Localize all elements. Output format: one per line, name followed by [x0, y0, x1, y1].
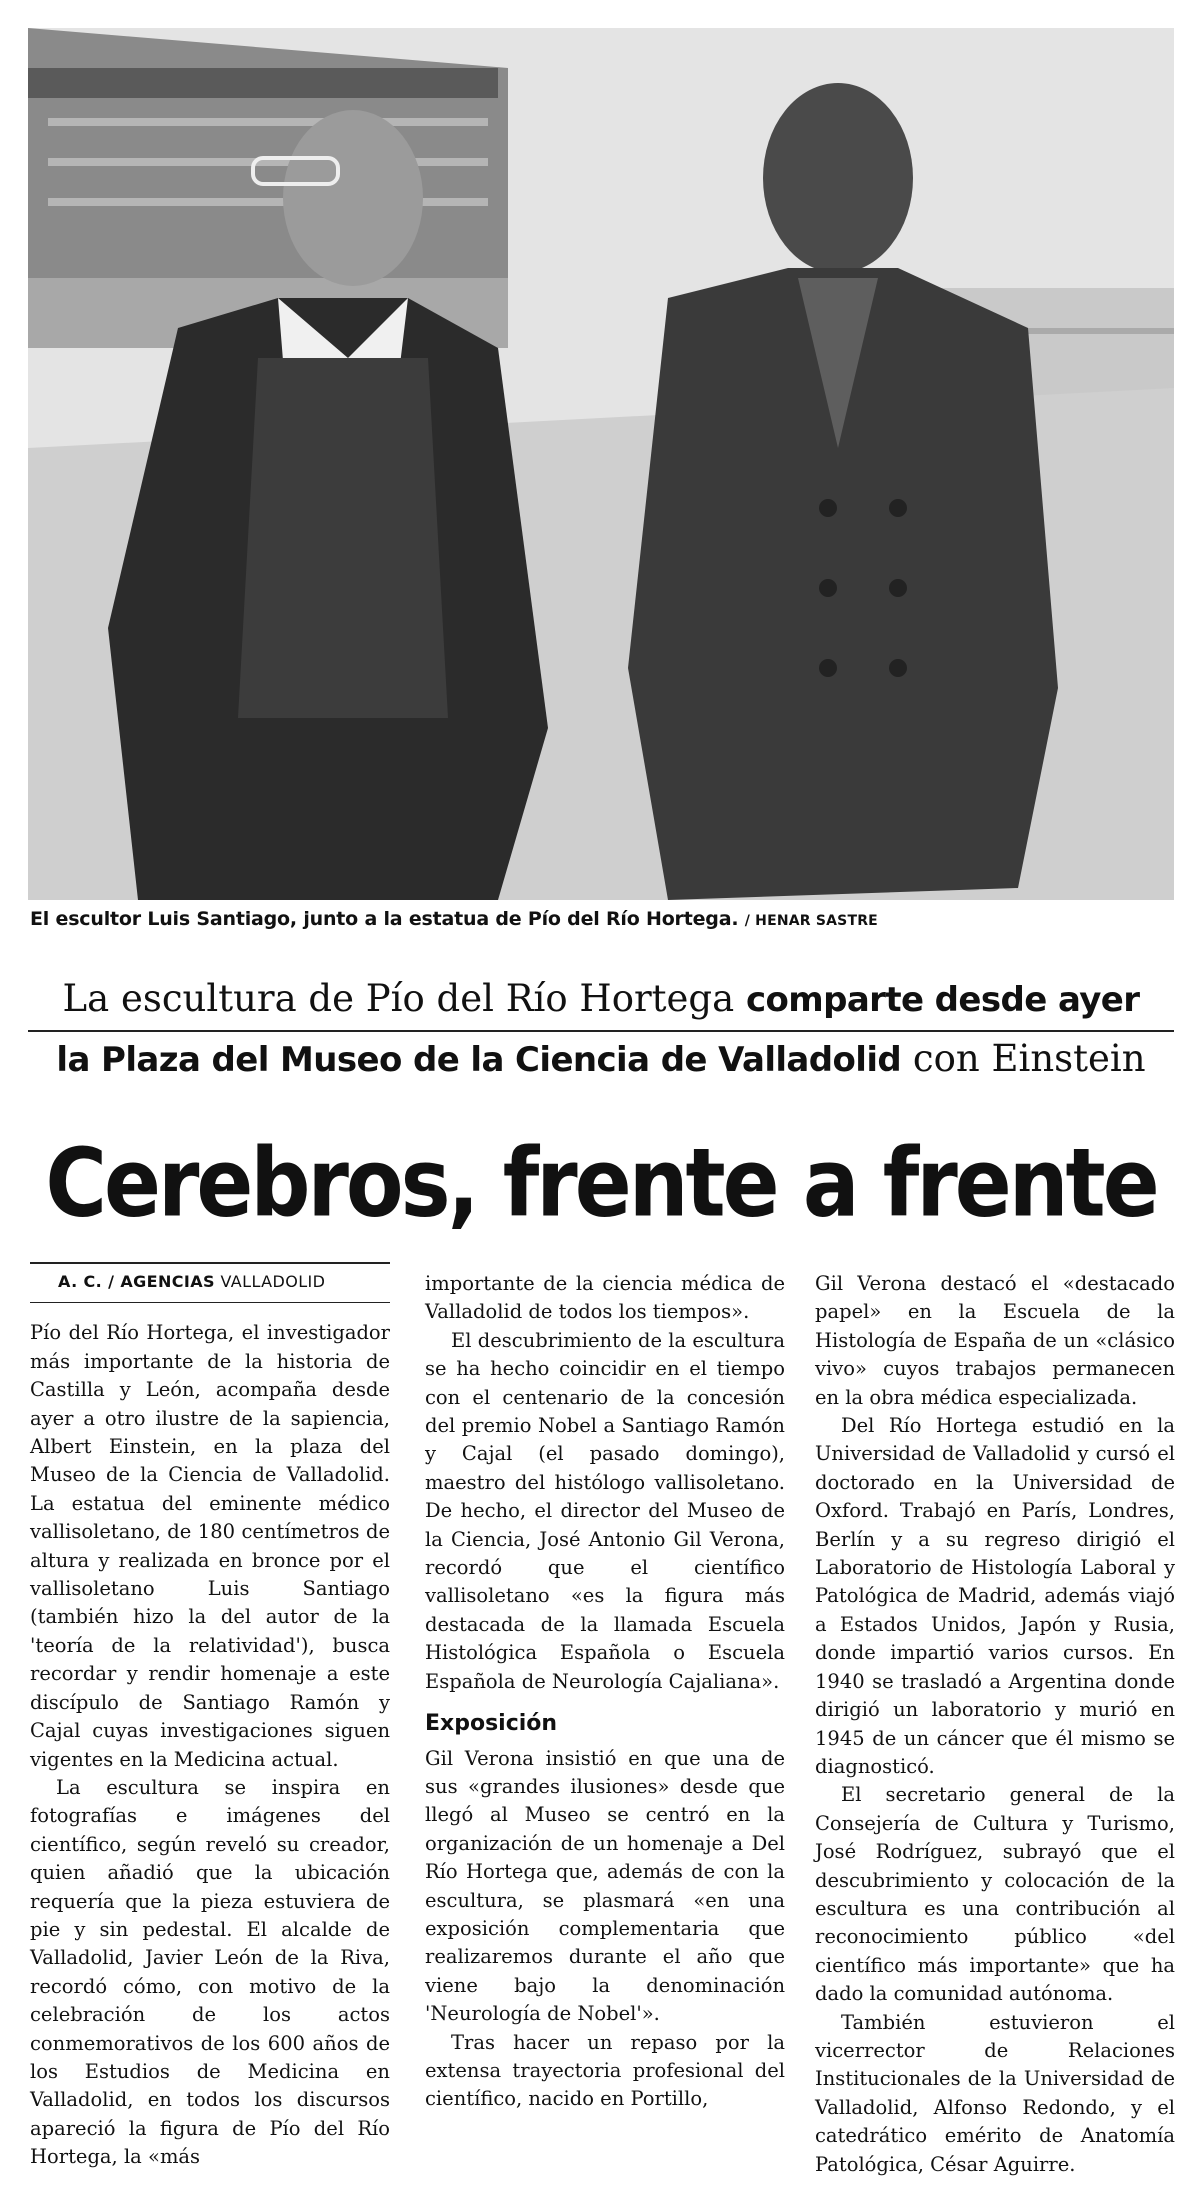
kicker-divider [28, 1030, 1174, 1032]
news-photo [28, 28, 1174, 900]
kicker-line-2-normal: con Einstein [901, 1037, 1146, 1080]
paragraph: Gil Verona insistió en que una de sus «grandes ilusiones» desde que llegó al Museo se centró en la organización de un homenaje a Del Río Hortega que, además de con la escultura, se plasmará «en una exposición complementaria que realizaremos durante el año que viene bajo la denominación 'Neurología de Nobel'». [425, 1746, 785, 2026]
paragraph: Pío del Río Hortega, el investigador más importante de la historia de Castilla y León, acompaña desde ayer a otro ilustre de la sapiencia, Albert Einstein, en la plaza del Museo de la Ciencia de Valladolid. La estatua del eminente médico vallisoletano, de 180 centímetros de altura y realizada en bronce por el vallisoletano Luis Santiago (también hizo la del autor de la 'teoría de la relatividad'), busca recordar y rendir homenaje a este discípulo de Santiago Ramón y Cajal cuyas investigaciones siguen vigentes en la Medicina actual. [30, 1321, 390, 1771]
kicker-line-2-bold: la Plaza del Museo de la Ciencia de Valladolid [56, 1040, 902, 1080]
photo-illustration [28, 28, 1174, 900]
paragraph: La escultura se inspira en fotografías e imágenes del científico, según reveló su creador, quien añadió que la ubicación requería que la pieza estuviera de pie y sin pedestal. El alcalde de Valladolid, Javier León de la Riva, recordó cómo, con motivo de la celebración de los actos conmemorativos de los 600 años de los Estudios de Medicina en Valladolid, en todos los discursos apareció la figura de Pío del Río Hortega, la «más [30, 1775, 390, 2169]
paragraph: Del Río Hortega estudió en la Universidad de Valladolid y cursó el doctorado en la Universidad de Oxford. Trabajó en París, Londres, Berlín y a su regreso dirigió el Laboratorio de Histología Laboral y Patológica de Madrid, además viajó a Estados Unidos, Japón y Rusia, donde impartió varios cursos. En 1940 se trasladó a Argentina donde dirigió un laboratorio y murió en 1945 de un cáncer que él mismo se diagnosticó. [815, 1414, 1175, 1778]
photo-caption [30, 908, 1170, 930]
paragraph: También estuvieron el vicerrector de Relaciones Institucionales de la Universidad de Valladolid, Alfonso Redondo, y el catedrático emérito de Anatomía Patológica, César Aguirre. [815, 2010, 1175, 2176]
paragraph: importante de la ciencia médica de Valladolid de todos los tiempos». [425, 1272, 785, 1324]
caption-text: El escultor Luis Santiago, junto a la estatua de Pío del Río Hortega. [30, 908, 739, 930]
kicker-line-1-normal: La escultura de Pío del Río Hortega [62, 977, 746, 1020]
paragraph: Tras hacer un repaso por la extensa trayectoria profesional del científico, nacido en Portillo, [425, 2030, 785, 2111]
kicker-line-1-bold: comparte desde ayer [745, 980, 1140, 1020]
byline [30, 1262, 390, 1303]
paragraph: El descubrimiento de la escultura se ha hecho coincidir en el tiempo con el centenario de la concesión del premio Nobel a Santiago Ramón y Cajal (el pasado domingo), maestro del histólogo vallisoletano. De hecho, el director del Museo de la Ciencia, José Antonio Gil Verona, recordó que el científico vallisoletano «es la figura más destacada de la llamada Escuela Histológica Española o Escuela Española de Neurología Cajaliana». [425, 1328, 785, 1693]
column-1 [30, 1262, 390, 2172]
kicker-line-1 [28, 976, 1174, 1023]
headline: Cerebros, frente a frente [45, 1128, 1157, 1238]
photo-credit: / HENAR SASTRE [744, 913, 878, 929]
byline-place: VALLADOLID [220, 1272, 326, 1291]
kicker-line-2 [28, 1036, 1174, 1083]
column-3 [815, 1270, 1175, 2179]
subheading: Exposición [425, 1711, 558, 1737]
paragraph: Gil Verona destacó el «destacado papel» en la Escuela de la Histología de España de un «clásico vivo» cuyos trabajos permanecen en la obra médica especializada. [815, 1272, 1175, 1409]
byline-author: A. C. / AGENCIAS [58, 1272, 215, 1291]
paragraph: El secretario general de la Consejería de Cultura y Turismo, José Rodríguez, subrayó que el descubrimiento y colocación de la escultura es una contribución al reconocimiento público «del científico más importante» que ha dado la comunidad autónoma. [815, 1783, 1175, 2006]
column-2 [425, 1270, 785, 2114]
